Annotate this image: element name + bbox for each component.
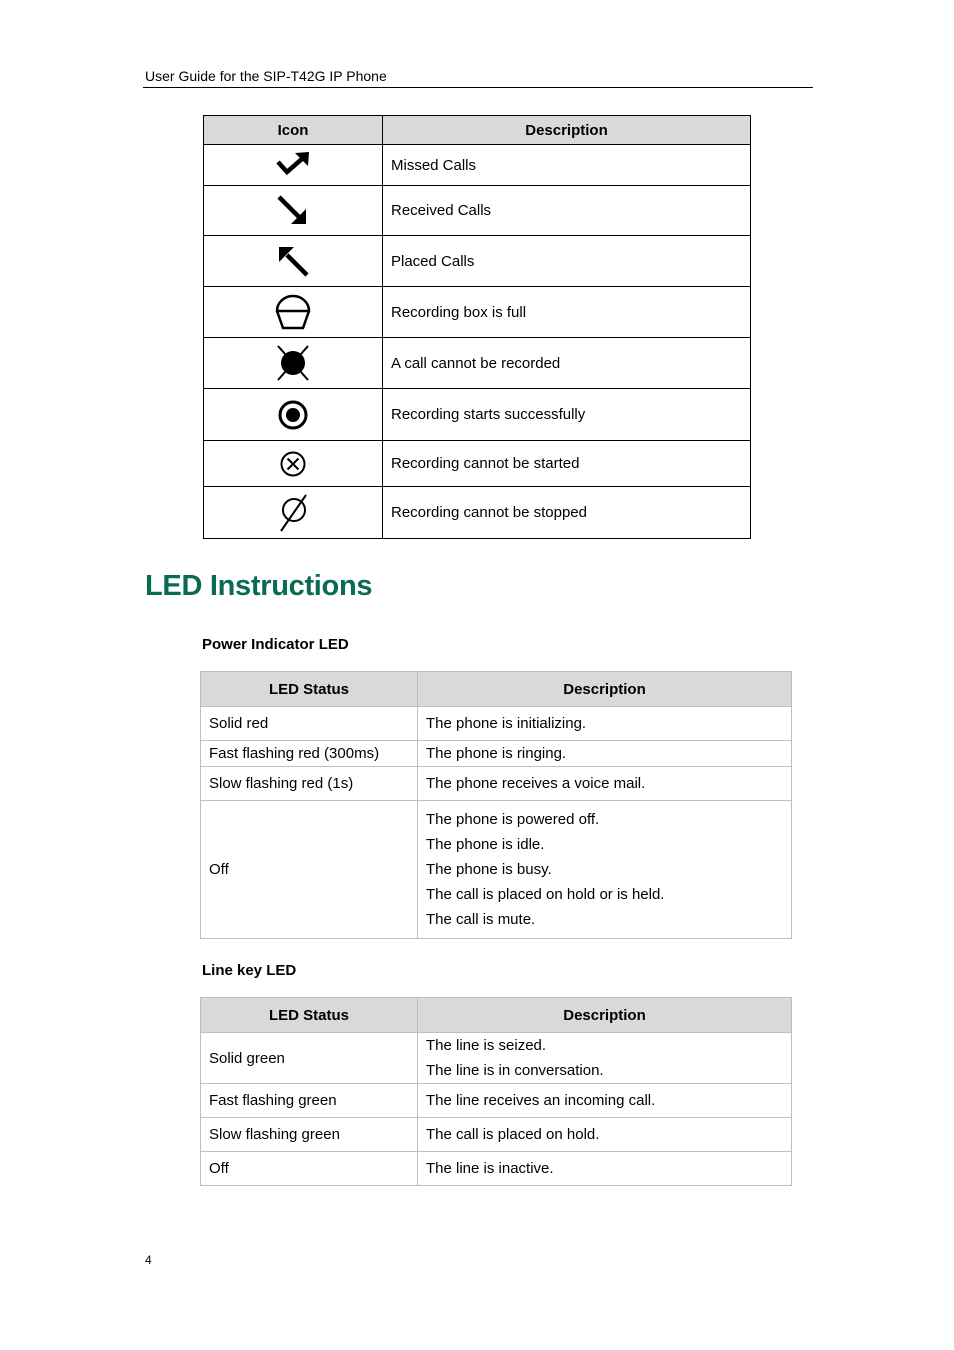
- description-line: The phone is ringing.: [426, 745, 567, 762]
- table-row: [201, 1152, 792, 1186]
- table-row: [201, 1084, 792, 1118]
- power-led-heading: Power Indicator LED: [202, 636, 349, 653]
- led-description: [418, 1118, 792, 1152]
- description-column-header: Description: [418, 998, 792, 1033]
- led-description: [418, 707, 792, 741]
- table-header-row: [204, 116, 751, 145]
- power-led-table: [200, 671, 792, 939]
- table-row: [201, 801, 792, 939]
- table-header-row: [201, 998, 792, 1033]
- line-key-led-heading: Line key LED: [202, 962, 297, 979]
- section-title: LED Instructions: [145, 570, 373, 602]
- led-status-column-header: LED Status: [201, 672, 418, 707]
- description-line: The line receives an incoming call.: [426, 1092, 656, 1109]
- recording-cannot-stop-icon: [276, 493, 310, 533]
- page-header-title: User Guide for the SIP-T42G IP Phone: [145, 68, 387, 84]
- missed-calls-icon: [273, 150, 313, 180]
- call-cannot-be-recorded-icon: [274, 342, 312, 384]
- description-line: The call is mute.: [426, 911, 536, 928]
- recording-starts-icon: [276, 398, 310, 432]
- table-row: [201, 767, 792, 801]
- placed-calls-icon: [275, 243, 311, 279]
- led-status: Solid red: [201, 707, 418, 741]
- description-column-header: Description: [418, 672, 792, 707]
- recording-box-full-icon: [274, 293, 312, 331]
- table-row: [204, 186, 751, 236]
- icon-description: Recording box is full: [383, 287, 751, 338]
- led-description: [418, 1152, 792, 1186]
- description-line: The call is placed on hold.: [426, 1126, 600, 1143]
- table-row: [204, 287, 751, 338]
- icon-description: Recording cannot be started: [383, 441, 751, 487]
- recording-cannot-start-icon: [278, 449, 308, 479]
- table-row: [201, 707, 792, 741]
- page-number: 4: [145, 1253, 152, 1267]
- icon-description: A call cannot be recorded: [383, 338, 751, 389]
- table-row: [201, 1033, 792, 1084]
- description-line: The line is seized.: [426, 1037, 547, 1054]
- description-line: The line is in conversation.: [426, 1062, 604, 1079]
- table-row: [204, 145, 751, 186]
- table-row: [204, 338, 751, 389]
- led-status: Fast flashing green: [201, 1084, 418, 1118]
- icon-column-header: Icon: [204, 116, 383, 145]
- table-header-row: [201, 672, 792, 707]
- led-description: [418, 741, 792, 767]
- led-description: [418, 1033, 792, 1084]
- icon-description: Recording starts successfully: [383, 389, 751, 441]
- line-key-led-table: [200, 997, 792, 1186]
- description-line: The phone is powered off.: [426, 811, 600, 828]
- description-line: The phone is busy.: [426, 861, 552, 878]
- icon-description: Missed Calls: [383, 145, 751, 186]
- received-calls-icon: [275, 193, 311, 229]
- table-row: [204, 389, 751, 441]
- description-line: The call is placed on hold or is held.: [426, 886, 665, 903]
- led-status: Slow flashing red (1s): [201, 767, 418, 801]
- description-line: The line is inactive.: [426, 1160, 554, 1177]
- call-icon-table: [203, 115, 751, 539]
- led-status: Fast flashing red (300ms): [201, 741, 418, 767]
- table-row: [201, 1118, 792, 1152]
- led-status: Slow flashing green: [201, 1118, 418, 1152]
- table-row: [204, 236, 751, 287]
- description-line: The phone receives a voice mail.: [426, 775, 646, 792]
- led-status-column-header: LED Status: [201, 998, 418, 1033]
- table-row: [201, 741, 792, 767]
- table-row: [204, 487, 751, 539]
- description-line: The phone is initializing.: [426, 715, 587, 732]
- led-description: [418, 801, 792, 939]
- led-description: [418, 1084, 792, 1118]
- table-row: [204, 441, 751, 487]
- description-column-header: Description: [383, 116, 751, 145]
- led-description: [418, 767, 792, 801]
- led-status: Off: [201, 1152, 418, 1186]
- header-rule: [143, 87, 813, 88]
- icon-description: Placed Calls: [383, 236, 751, 287]
- led-status: Off: [201, 801, 418, 939]
- description-line: The phone is idle.: [426, 836, 545, 853]
- icon-description: Received Calls: [383, 186, 751, 236]
- led-status: Solid green: [201, 1033, 418, 1084]
- icon-description: Recording cannot be stopped: [383, 487, 751, 539]
